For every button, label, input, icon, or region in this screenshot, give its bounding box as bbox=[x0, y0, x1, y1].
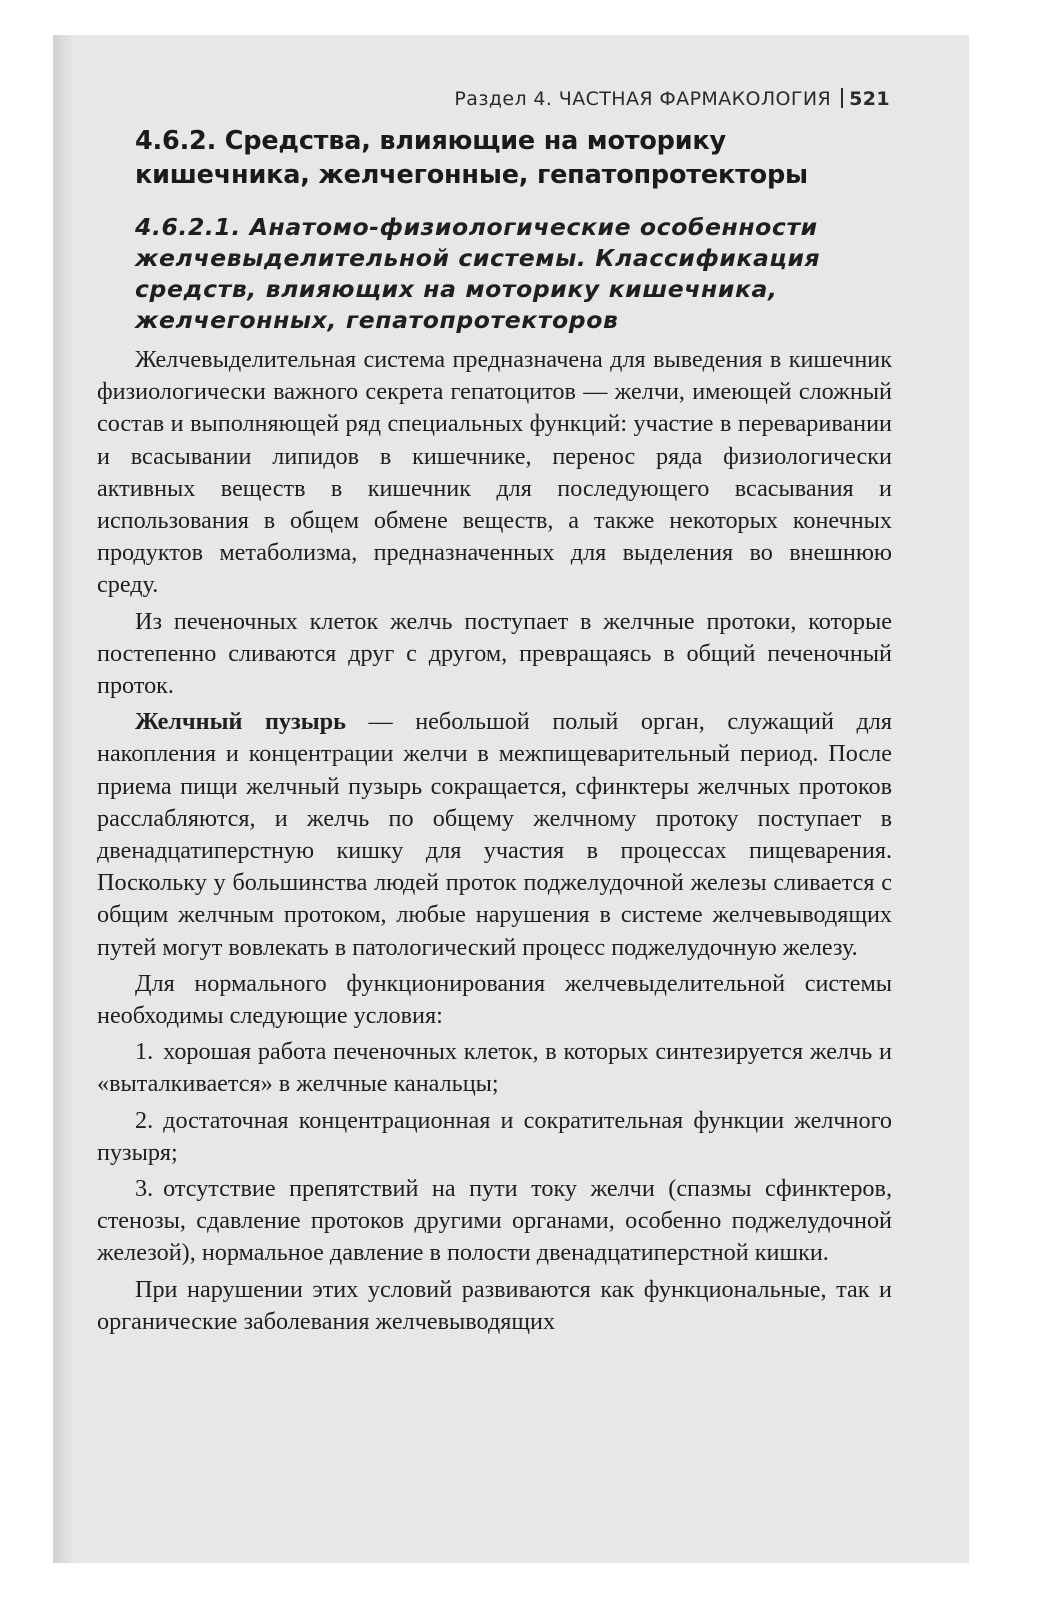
running-head bbox=[97, 86, 890, 112]
list-item-number: 3. bbox=[135, 1175, 154, 1203]
book-page bbox=[97, 86, 892, 1342]
gallbladder-description: — небольшой полый орган, служащий для накопления и концентрации желчи в межпищеварительный период. После приема пищи желчный пузырь сокращается, сфинктеры желчных протоков расслабляются, и желчь по общему желчному протоку поступает в двенадцатиперстную кишку для участия в процессах пищеварения. Поскольку у большинства людей проток поджелудочной железы сливается с общим желчным протоком, любые нарушения в системе желчевыводящих путей могут вовлекать в патологический процесс поджелудочную железу. bbox=[97, 708, 892, 961]
subsection-title: 4.6.2.1. Анатомо-физиологические особенности желчевыделительной системы. Классификация средств, влияющих на моторику кишечника, желчегонных, гепатопротекторов bbox=[135, 213, 821, 334]
list-item-text: хорошая работа печеночных клеток, в которых синтезируется желчь и «выталкивается» в желчные канальцы; bbox=[97, 1038, 892, 1098]
running-head-section: Раздел 4. ЧАСТНАЯ ФАРМАКОЛОГИЯ bbox=[454, 88, 832, 110]
list-item bbox=[97, 1105, 892, 1169]
list-item-number: 1. bbox=[135, 1038, 154, 1066]
list-item-number: 2. bbox=[135, 1106, 154, 1134]
paragraph-bile-ducts: Из печеночных клеток желчь поступает в желчные протоки, которые постепенно сливаются друг с другом, превращаясь в общий печеночный проток. bbox=[97, 607, 892, 700]
paragraph-closing: При нарушении этих условий развиваются как функциональные, так и органические заболевания желчевыводящих bbox=[97, 1275, 892, 1335]
term-gallbladder: Желчный пузырь bbox=[135, 708, 346, 736]
paragraph-bile-system: Желчевыделительная система предназначена для выведения в кишечник физиологически важного секрета гепатоцитов — желчи, имеющей сложный состав и выполняющей ряд специальных функций: участие в переваривании и всасывании липидов в кишечнике, перенос ряда физиологически активных веществ в кишечник для последующего всасывания и использования в общем обмене веществ, а также некоторых конечных продуктов метаболизма, предназначенных для выделения во внешнюю среду. bbox=[97, 346, 892, 599]
list-item bbox=[97, 1036, 892, 1100]
list-item-text: отсутствие препятствий на пути току желчи (спазмы сфинктеров, стенозы, сдавление протоков другими органами, особенно поджелудочной железой), нормальное давление в полости двенадцатиперстной кишки. bbox=[97, 1175, 892, 1267]
list-item-text: достаточная концентрационная и сократительная функции желчного пузыря; bbox=[97, 1106, 892, 1166]
list-item bbox=[97, 1173, 892, 1270]
paragraph-gallbladder bbox=[97, 706, 892, 964]
body-text bbox=[97, 344, 892, 1338]
page-number: 521 bbox=[849, 88, 890, 110]
running-head-divider bbox=[841, 88, 843, 108]
paragraph-conditions-intro: Для нормального функционирования желчевыделительной системы необходимы следующие условия: bbox=[97, 969, 892, 1030]
section-title: 4.6.2. Средства, влияющие на моторику кишечника, желчегонные, гепатопротекторы bbox=[135, 126, 808, 190]
